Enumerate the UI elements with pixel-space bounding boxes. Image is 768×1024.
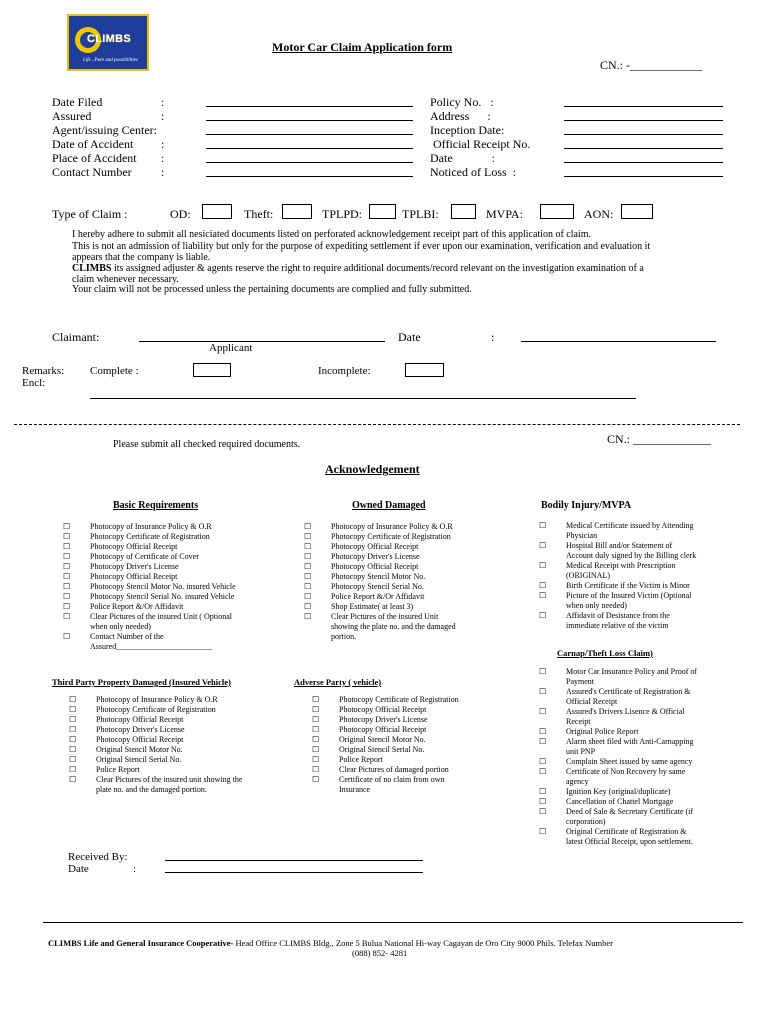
climbs-logo: [67, 14, 149, 71]
claimant-date-label: Date: [398, 330, 421, 344]
checklist-item: [539, 807, 764, 817]
checklist-item-text: portion.: [331, 632, 357, 641]
notice-line-5: claim whenever necessary.: [72, 274, 179, 285]
received-by-label: Received By:: [68, 851, 128, 863]
checklist-item-text: Photocopy Driver's License: [339, 715, 428, 724]
checkbox-icon[interactable]: ☐: [63, 632, 71, 641]
checkbox-icon[interactable]: ☐: [312, 745, 320, 754]
checklist-item-text: Complain Sheet issued by same agency: [566, 757, 693, 766]
checklist-item: [69, 725, 299, 735]
checklist-item-text: Original Stencil Motor No.: [96, 745, 183, 754]
checklist-item: [63, 562, 293, 572]
right-field-input-line[interactable]: [564, 120, 723, 121]
checklist-item: [304, 552, 514, 562]
checklist-item-text: Original Stencil Serial No.: [96, 755, 182, 764]
right-field-input-line[interactable]: [564, 148, 723, 149]
checkbox-icon[interactable]: ☐: [539, 757, 547, 766]
checklist-item: [539, 827, 764, 837]
checklist-item-text: Affidavit of Desistance from the: [566, 611, 670, 620]
checklist-item-text: Receipt: [566, 717, 591, 726]
checklist-item-text: Police Report &/Or Affidavit: [90, 602, 184, 611]
notice-line-4-text: its assigned adjuster & agents reserve the right to require additional documents/record relevant on the investigation examination of a: [111, 263, 644, 274]
right-field-label: Address :: [430, 109, 491, 123]
checklist-item-text: Photocopy Official Receipt: [331, 542, 419, 551]
checklist-item: [69, 715, 299, 725]
checkbox-icon[interactable]: ☐: [304, 602, 312, 611]
checklist-item: [63, 532, 293, 542]
applicant-caption: Applicant: [209, 342, 253, 354]
checkbox-icon[interactable]: ☐: [539, 687, 547, 696]
checklist-item-text: Photocopy Official Receipt: [96, 735, 184, 744]
checklist-item: [63, 592, 293, 602]
received-date-label: Date: [68, 863, 89, 875]
checklist-item-text: Clear Pictures of the insured Unit: [331, 612, 439, 621]
complete-label: Complete :: [90, 365, 139, 377]
acknowledgement-title: Acknowledgement: [325, 462, 420, 476]
checklist-item-text: showing the plate no. and the damaged: [331, 622, 456, 631]
checklist-item-text: immediate relative of the victim: [566, 621, 669, 630]
checklist-item-text: Photocopy Certificate of Registration: [339, 695, 459, 704]
checklist-item: [539, 727, 764, 737]
left-field-input-line[interactable]: [206, 176, 413, 177]
checkbox-icon[interactable]: ☐: [312, 765, 320, 774]
checklist-item: [304, 632, 514, 642]
claim-type-option-label: TPLPD:: [322, 207, 363, 221]
checklist-item-text: Birth Certificate if the Victim is Minor: [566, 581, 690, 590]
notice-line-1: I hereby adhere to submit all nesiciated documents listed on perforated acknowledgement receipt part of this application of claim.: [72, 229, 591, 240]
left-field-label: Date of Accident: [52, 137, 134, 151]
checklist-item: [312, 755, 522, 765]
claim-type-checkbox[interactable]: [202, 204, 232, 219]
footer-address: [48, 938, 613, 948]
claim-type-checkbox[interactable]: [621, 204, 653, 219]
checklist-item: [539, 837, 764, 847]
checklist-item: [312, 775, 522, 785]
checklist-item-text: when only needed): [566, 601, 627, 610]
checkbox-icon[interactable]: ☐: [69, 705, 77, 714]
checklist-item: [304, 572, 514, 582]
checklist-item-text: Photocopy Certificate of Registration: [90, 532, 210, 541]
claim-type-option-label: OD:: [170, 207, 191, 221]
claim-type-checkbox[interactable]: [540, 204, 574, 219]
checklist-item-text: Physician: [566, 531, 598, 540]
please-submit-note: Please submit all checked required documents.: [113, 439, 301, 450]
checkbox-icon[interactable]: ☐: [63, 582, 71, 591]
perforation-line: [14, 424, 740, 425]
incomplete-checkbox[interactable]: [405, 363, 444, 377]
checkbox-icon[interactable]: ☐: [539, 707, 547, 716]
checklist-item: [63, 612, 293, 622]
third-party-title: Third Party Property Damaged (Insured Vehicle): [52, 677, 231, 687]
checkbox-icon[interactable]: ☐: [312, 735, 320, 744]
checklist-item: [304, 592, 514, 602]
checklist-item: [539, 521, 759, 531]
checklist-item-text: Photocopy of Certificate of Cover: [90, 552, 199, 561]
checklist-item: [304, 602, 514, 612]
claim-type-label: Type of Claim :: [52, 207, 128, 221]
checklist-item-text: Ignition Key (original/duplicate): [566, 787, 671, 796]
checklist-item: [539, 611, 759, 621]
checklist-item-text: Medical Certificate issued by Attending: [566, 521, 694, 530]
checklist-item: [312, 725, 522, 735]
checklist-item: [63, 602, 293, 612]
checkbox-icon[interactable]: ☐: [304, 612, 312, 621]
checklist-item: [63, 572, 293, 582]
checklist-item-text: Police Report &/Or Affidavit: [331, 592, 425, 601]
checklist-item: [539, 561, 759, 571]
checklist-item-text: Picture of the Insured Victim (Optional: [566, 591, 692, 600]
owned-damaged-list: [304, 522, 514, 642]
checklist-item: [539, 707, 764, 717]
checklist-item-text: latest Official Receipt, upon settlement.: [566, 837, 693, 846]
checklist-item: [69, 765, 299, 775]
left-field-label: Date Filed: [52, 95, 103, 109]
checkbox-icon[interactable]: ☐: [304, 542, 312, 551]
claimant-date-colon: :: [491, 330, 495, 344]
checklist-item: [304, 612, 514, 622]
checklist-item-text: Cancellation of Chattel Mortgage: [566, 797, 674, 806]
left-field-label: Agent/issuing Center:: [52, 123, 157, 137]
left-field-input-line[interactable]: [206, 134, 413, 135]
checklist-item: [539, 541, 759, 551]
checkbox-icon[interactable]: ☐: [312, 695, 320, 704]
checklist-item-text: Shop Estimate( at least 3): [331, 602, 414, 611]
form-title: Motor Car Claim Application form: [272, 40, 453, 54]
checklist-item-text: Original Certificate of Registration &: [566, 827, 687, 836]
carnap-theft-list: [539, 667, 764, 847]
received-date-colon: :: [133, 863, 137, 875]
checkbox-icon[interactable]: ☐: [63, 532, 71, 541]
left-field-colon: :: [161, 165, 165, 179]
checklist-item: [539, 591, 759, 601]
checklist-item-text: Photocopy Driver's License: [90, 562, 179, 571]
checklist-item-text: (ORIGINAL): [566, 571, 610, 580]
checklist-item: [304, 582, 514, 592]
checkbox-icon[interactable]: ☐: [312, 755, 320, 764]
checkbox-icon[interactable]: ☐: [63, 612, 71, 621]
checklist-item: [312, 765, 522, 775]
checklist-item-text: Assured's Drivers Lisence & Official: [566, 707, 685, 716]
checklist-item-text: Deed of Sale & Secretary Certificate (if: [566, 807, 694, 816]
checklist-item: [63, 522, 293, 532]
checkbox-icon[interactable]: ☐: [539, 581, 547, 590]
checkbox-icon[interactable]: ☐: [312, 775, 320, 784]
checklist-item-text: Photocopy Official Receipt: [90, 572, 178, 581]
checklist-item: [63, 622, 293, 632]
checkbox-icon[interactable]: ☐: [304, 572, 312, 581]
checklist-item: [69, 775, 299, 785]
checklist-item-text: Certificate of no claim from own: [339, 775, 445, 784]
checkbox-icon[interactable]: ☐: [63, 552, 71, 561]
checklist-item-text: Photocopy Official Receipt: [339, 725, 427, 734]
checklist-item: [539, 747, 764, 757]
checklist-item-text: corporation): [566, 817, 606, 826]
right-field-input-line[interactable]: [564, 106, 723, 107]
checkbox-icon[interactable]: ☐: [304, 562, 312, 571]
checkbox-icon[interactable]: ☐: [539, 827, 547, 836]
checklist-item-text: unit PNP: [566, 747, 596, 756]
checklist-item: [63, 542, 293, 552]
checklist-item-text: Original Police Report: [566, 727, 639, 736]
checklist-item-text: Clear Pictures of the insured unit showing the: [96, 775, 243, 784]
checkbox-icon[interactable]: ☐: [539, 807, 547, 816]
checklist-item: [539, 581, 759, 591]
checklist-item: [69, 745, 299, 755]
checklist-item: [539, 677, 764, 687]
checkbox-icon[interactable]: ☐: [539, 727, 547, 736]
bodily-injury-title: Bodily Injury/MVPA: [541, 500, 632, 511]
checklist-item: [312, 695, 522, 705]
checklist-item: [312, 745, 522, 755]
checklist-item: [539, 797, 764, 807]
checklist-item: [312, 785, 522, 795]
checklist-item: [539, 667, 764, 677]
checklist-item-text: when only needed): [90, 622, 151, 631]
owned-damaged-title: Owned Damaged: [352, 500, 426, 511]
checkbox-icon[interactable]: ☐: [539, 561, 547, 570]
checklist-item: [304, 622, 514, 632]
left-field-colon: :: [161, 151, 165, 165]
checkbox-icon[interactable]: ☐: [539, 591, 547, 600]
notice-line-2: This is not an admission of liability but only for the purpose of expediting settlement if ever upon our examination, verification and evaluation it: [72, 241, 651, 252]
claim-type-checkbox[interactable]: [369, 204, 396, 219]
checkbox-icon[interactable]: ☐: [539, 767, 547, 776]
checklist-item: [539, 737, 764, 747]
checkbox-icon[interactable]: ☐: [63, 542, 71, 551]
third-party-list: [69, 695, 299, 795]
claimant-date-line[interactable]: [521, 341, 716, 342]
checklist-item: [69, 705, 299, 715]
adverse-party-title: Adverse Party ( vehicle): [294, 677, 382, 687]
claim-type-option-label: AON:: [584, 207, 614, 221]
checklist-item: [304, 562, 514, 572]
checklist-item-text: Photocopy Driver's License: [331, 552, 420, 561]
claim-type-option-label: Theft:: [244, 207, 274, 221]
checklist-item-text: Photocopy of Insurance Policy & O.R: [90, 522, 212, 531]
left-field-colon: :: [161, 109, 165, 123]
checkbox-icon[interactable]: ☐: [304, 522, 312, 531]
encl-label: Encl:: [22, 377, 46, 389]
checklist-item: [63, 642, 293, 652]
checkbox-icon[interactable]: ☐: [539, 787, 547, 796]
basic-requirements-list: [63, 522, 293, 652]
checkbox-icon[interactable]: ☐: [63, 592, 71, 601]
checklist-item: [539, 531, 759, 541]
checklist-item-text: Photocopy Official Receipt: [96, 715, 184, 724]
checklist-item-text: Clear Pictures of the insured Unit ( Optional: [90, 612, 232, 621]
checkbox-icon[interactable]: ☐: [69, 735, 77, 744]
cn-number-top: CN.: -____________: [600, 58, 702, 72]
checklist-item-text: Assured________________________: [90, 642, 213, 651]
checklist-item-text: Photocopy Official Receipt: [331, 562, 419, 571]
bodily-injury-list: [539, 521, 759, 631]
checklist-item: [539, 687, 764, 697]
received-by-line[interactable]: [165, 860, 423, 861]
checklist-item: [69, 785, 299, 795]
checklist-item: [539, 551, 759, 561]
checklist-item-text: Assured's Certificate of Registration &: [566, 687, 691, 696]
checklist-item: [304, 532, 514, 542]
left-field-input-line[interactable]: [206, 162, 413, 163]
checklist-item-text: Contact Number of the: [90, 632, 164, 641]
footer-divider: [43, 922, 743, 923]
checklist-item: [304, 522, 514, 532]
checkbox-icon[interactable]: ☐: [312, 715, 320, 724]
checkbox-icon[interactable]: ☐: [69, 695, 77, 704]
checkbox-icon[interactable]: ☐: [69, 755, 77, 764]
checklist-item-text: Photocopy Certificate of Registration: [96, 705, 216, 714]
checklist-item-text: Medical Receipt with Prescription: [566, 561, 676, 570]
right-field-label: Noticed of Loss :: [430, 165, 516, 179]
claim-type-option-label: TPLBI:: [402, 207, 439, 221]
notice-line-4: [72, 263, 644, 274]
claim-type-checkbox[interactable]: [451, 204, 476, 219]
checkbox-icon[interactable]: ☐: [304, 582, 312, 591]
checkbox-icon[interactable]: ☐: [304, 552, 312, 561]
claimant-signature-line[interactable]: [139, 341, 385, 342]
left-field-label: Place of Accident: [52, 151, 137, 165]
checklist-item: [539, 571, 759, 581]
claimant-label: Claimant:: [52, 330, 100, 344]
remarks-line[interactable]: [90, 398, 636, 399]
checkbox-icon[interactable]: ☐: [304, 532, 312, 541]
checklist-item-text: Payment: [566, 677, 594, 686]
checkbox-icon[interactable]: ☐: [69, 715, 77, 724]
checklist-item: [539, 817, 764, 827]
complete-checkbox[interactable]: [193, 363, 231, 377]
checklist-item: [63, 552, 293, 562]
left-field-label: Assured: [52, 109, 92, 123]
left-field-input-line[interactable]: [206, 106, 413, 107]
checkbox-icon[interactable]: ☐: [304, 592, 312, 601]
checklist-item-text: Police Report: [339, 755, 383, 764]
checklist-item: [312, 735, 522, 745]
checklist-item-text: Account duly signed by the Billing clerk: [566, 551, 697, 560]
checklist-item-text: Insurance: [339, 785, 371, 794]
checkbox-icon[interactable]: ☐: [63, 562, 71, 571]
checkbox-icon[interactable]: ☐: [63, 602, 71, 611]
checklist-item: [539, 601, 759, 611]
checklist-item-text: Photocopy Driver's License: [96, 725, 185, 734]
checklist-item: [63, 582, 293, 592]
left-field-input-line[interactable]: [206, 148, 413, 149]
right-field-label: Date :: [430, 151, 495, 165]
checklist-item: [539, 757, 764, 767]
checklist-item-text: Photocopy Official Receipt: [90, 542, 178, 551]
checkbox-icon[interactable]: ☐: [539, 541, 547, 550]
checklist-item-text: Police Report: [96, 765, 140, 774]
checklist-item-text: Original Stencil Motor No.: [339, 735, 426, 744]
checklist-item: [539, 697, 764, 707]
left-field-label: Contact Number: [52, 165, 132, 179]
notice-line-6: Your claim will not be processed unless the pertaining documents are complied and fully submitted.: [72, 284, 472, 295]
checklist-item-text: Photocopy Official Receipt: [339, 705, 427, 714]
logo-wordmark: CLIMBS: [87, 33, 131, 45]
checklist-item: [69, 735, 299, 745]
checklist-item: [63, 632, 293, 642]
notice-company-name: CLIMBS: [72, 263, 112, 274]
checkbox-icon[interactable]: ☐: [69, 725, 77, 734]
right-field-input-line[interactable]: [564, 134, 723, 135]
left-field-input-line[interactable]: [206, 120, 413, 121]
checkbox-icon[interactable]: ☐: [539, 797, 547, 806]
cn-number-bottom: CN.: _____________: [607, 432, 712, 446]
remarks-label: Remarks:: [22, 365, 65, 377]
footer-company: CLIMBS Life and General Insurance Cooperative-: [48, 938, 234, 948]
left-field-colon: :: [161, 95, 165, 109]
logo-tagline: Life...Pure and possibilities: [83, 58, 138, 63]
right-field-label: Inception Date:: [430, 123, 505, 137]
checklist-item: [539, 717, 764, 727]
checkbox-icon[interactable]: ☐: [69, 745, 77, 754]
checkbox-icon[interactable]: ☐: [539, 737, 547, 746]
checklist-item-text: Original Stencil Serial No.: [339, 745, 425, 754]
checklist-item-text: Clear Pictures of damaged portion: [339, 765, 449, 774]
right-field-label: Official Receipt No.: [430, 137, 531, 151]
checkbox-icon[interactable]: ☐: [539, 521, 547, 530]
right-field-input-line[interactable]: [564, 162, 723, 163]
checklist-item: [304, 542, 514, 552]
checklist-item-text: Photocopy of Insurance Policy & O.R: [96, 695, 218, 704]
carnap-theft-title: Carnap/Theft Loss Claim): [557, 648, 653, 658]
right-field-input-line[interactable]: [564, 176, 723, 177]
checkbox-icon[interactable]: ☐: [539, 611, 547, 620]
checkbox-icon[interactable]: ☐: [63, 522, 71, 531]
incomplete-label: Incomplete:: [318, 365, 371, 377]
checkbox-icon[interactable]: ☐: [63, 572, 71, 581]
right-field-label: Policy No. :: [430, 95, 494, 109]
checklist-item-text: Photocopy of Insurance Policy & O.R: [331, 522, 453, 531]
footer-phone: (088) 852- 4281: [352, 948, 408, 958]
checklist-item: [539, 767, 764, 777]
checklist-item-text: agency: [566, 777, 589, 786]
checklist-item: [312, 715, 522, 725]
checklist-item-text: Motor Car Insurance Policy and Proof of: [566, 667, 698, 676]
checklist-item-text: Certificate of Non Recovery by same: [566, 767, 686, 776]
checkbox-icon[interactable]: ☐: [312, 725, 320, 734]
claim-type-option-label: MVPA:: [486, 207, 523, 221]
checkbox-icon[interactable]: ☐: [539, 667, 547, 676]
checkbox-icon[interactable]: ☐: [312, 705, 320, 714]
notice-line-3: appears that the company is liable.: [72, 252, 211, 263]
checklist-item: [539, 787, 764, 797]
checkbox-icon[interactable]: ☐: [69, 765, 77, 774]
footer-address-text: Head Office CLIMBS Bldg., Zone 5 Bulua National Hi-way Cagayan de Oro City 9000 Phils. Telefax Number: [233, 938, 613, 948]
basic-requirements-title: Basic Requirements: [113, 500, 199, 511]
claim-type-checkbox[interactable]: [282, 204, 312, 219]
checklist-item: [539, 621, 759, 631]
checklist-item-text: Photocopy Stencil Motor No.: [331, 572, 426, 581]
checklist-item-text: Photocopy Certificate of Registration: [331, 532, 451, 541]
checkbox-icon[interactable]: ☐: [69, 775, 77, 784]
adverse-party-list: [312, 695, 522, 795]
checklist-item-text: plate no. and the damaged portion.: [96, 785, 207, 794]
checklist-item-text: Hospital Bill and/or Statement of: [566, 541, 673, 550]
checklist-item: [69, 755, 299, 765]
left-field-colon: :: [161, 137, 165, 151]
received-date-line[interactable]: [165, 872, 423, 873]
checklist-item: [69, 695, 299, 705]
checklist-item-text: Photocopy Stencil Motor No. insured Vehicle: [90, 582, 236, 591]
checklist-item-text: Photocopy Stencil Serial No. insured Vehicle: [90, 592, 235, 601]
checklist-item-text: Alarm sheet filed with Anti-Carnapping: [566, 737, 694, 746]
checklist-item-text: Photocopy Stencil Serial No.: [331, 582, 424, 591]
checklist-item-text: Official Receipt: [566, 697, 618, 706]
checklist-item: [539, 777, 764, 787]
checklist-item: [312, 705, 522, 715]
